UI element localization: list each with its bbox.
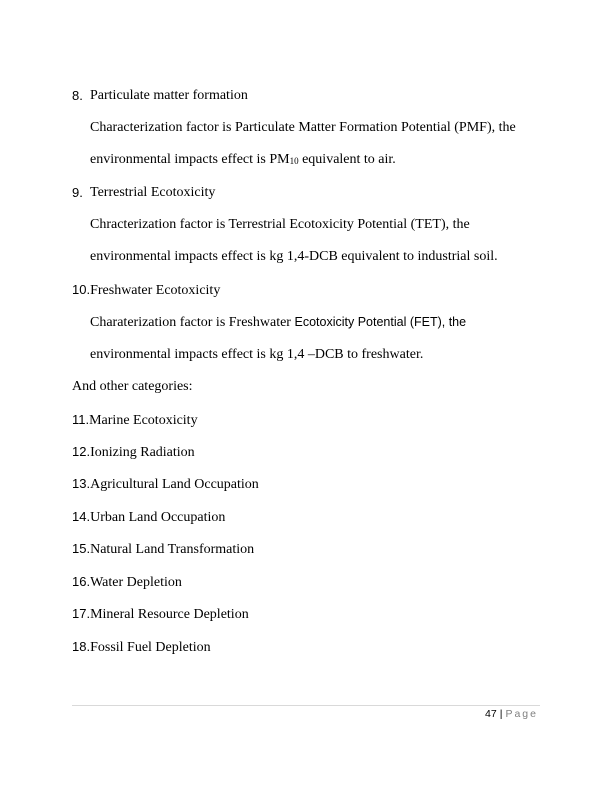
page-label: Page: [505, 708, 538, 720]
list-item-16: [72, 574, 182, 591]
subscript: 10: [289, 156, 299, 166]
list-item-10-heading: [72, 282, 220, 299]
list-item-10-description-line2: environmental impacts effect is kg 1,4 –DCB to freshwater.: [90, 347, 424, 362]
list-number: 9.: [72, 185, 83, 200]
list-item-title: Terrestrial Ecotoxicity: [90, 185, 216, 200]
text-run: Ecotoxicity Potential (FET), the: [294, 315, 467, 329]
footer-divider: [72, 705, 540, 706]
list-item-15: [72, 541, 254, 558]
list-number: 13.: [72, 476, 91, 491]
list-item-10-description-line1: [90, 314, 466, 331]
list-item-14: [72, 509, 225, 526]
list-number: 14.: [72, 509, 91, 524]
list-item-label: Natural Land Transformation: [90, 542, 255, 557]
list-item-label: Fossil Fuel Depletion: [90, 640, 211, 655]
list-item-label: Agricultural Land Occupation: [90, 477, 259, 492]
list-item-8-description-line2: [90, 152, 396, 168]
list-number: 10.: [72, 282, 91, 297]
text-run: equivalent to air.: [298, 152, 396, 167]
list-item-label: Water Depletion: [90, 575, 182, 590]
list-item-title: Freshwater Ecotoxicity: [90, 283, 221, 298]
list-number: 16.: [72, 574, 91, 589]
list-item-8-description-line1: Characterization factor is Particulate Matter Formation Potential (PMF), the: [90, 120, 516, 135]
list-number: 8.: [72, 88, 83, 103]
list-item-label: Mineral Resource Depletion: [90, 607, 249, 622]
list-item-13: [72, 476, 259, 493]
list-number: 11.: [72, 412, 90, 427]
list-number: 12.: [72, 444, 91, 459]
list-number: 17.: [72, 606, 91, 621]
footer-separator: |: [499, 708, 503, 720]
list-item-9-heading: [72, 185, 216, 202]
list-item-label: Urban Land Occupation: [90, 510, 226, 525]
list-item-9-description-line2: environmental impacts effect is kg 1,4-DCB equivalent to industrial soil.: [90, 249, 498, 264]
page-footer: [485, 708, 538, 720]
list-item-label: Ionizing Radiation: [90, 445, 195, 460]
list-item-8-heading: [72, 88, 248, 105]
text-run: Charaterization factor is Freshwater: [90, 315, 295, 330]
list-item-17: [72, 606, 249, 623]
other-categories-heading: And other categories:: [72, 379, 193, 394]
list-item-title: Particulate matter formation: [90, 88, 248, 103]
list-item-18: [72, 639, 211, 656]
list-item-9-description-line1: Chracterization factor is Terrestrial Ecotoxicity Potential (TET), the: [90, 217, 470, 232]
list-item-11: [72, 412, 198, 429]
list-number: 15.: [72, 541, 91, 556]
list-item-12: [72, 444, 195, 461]
text-run: environmental impacts effect is PM: [90, 152, 290, 167]
page-number: 47: [485, 708, 497, 720]
list-item-label: Marine Ecotoxicity: [89, 413, 198, 428]
list-number: 18.: [72, 639, 91, 654]
